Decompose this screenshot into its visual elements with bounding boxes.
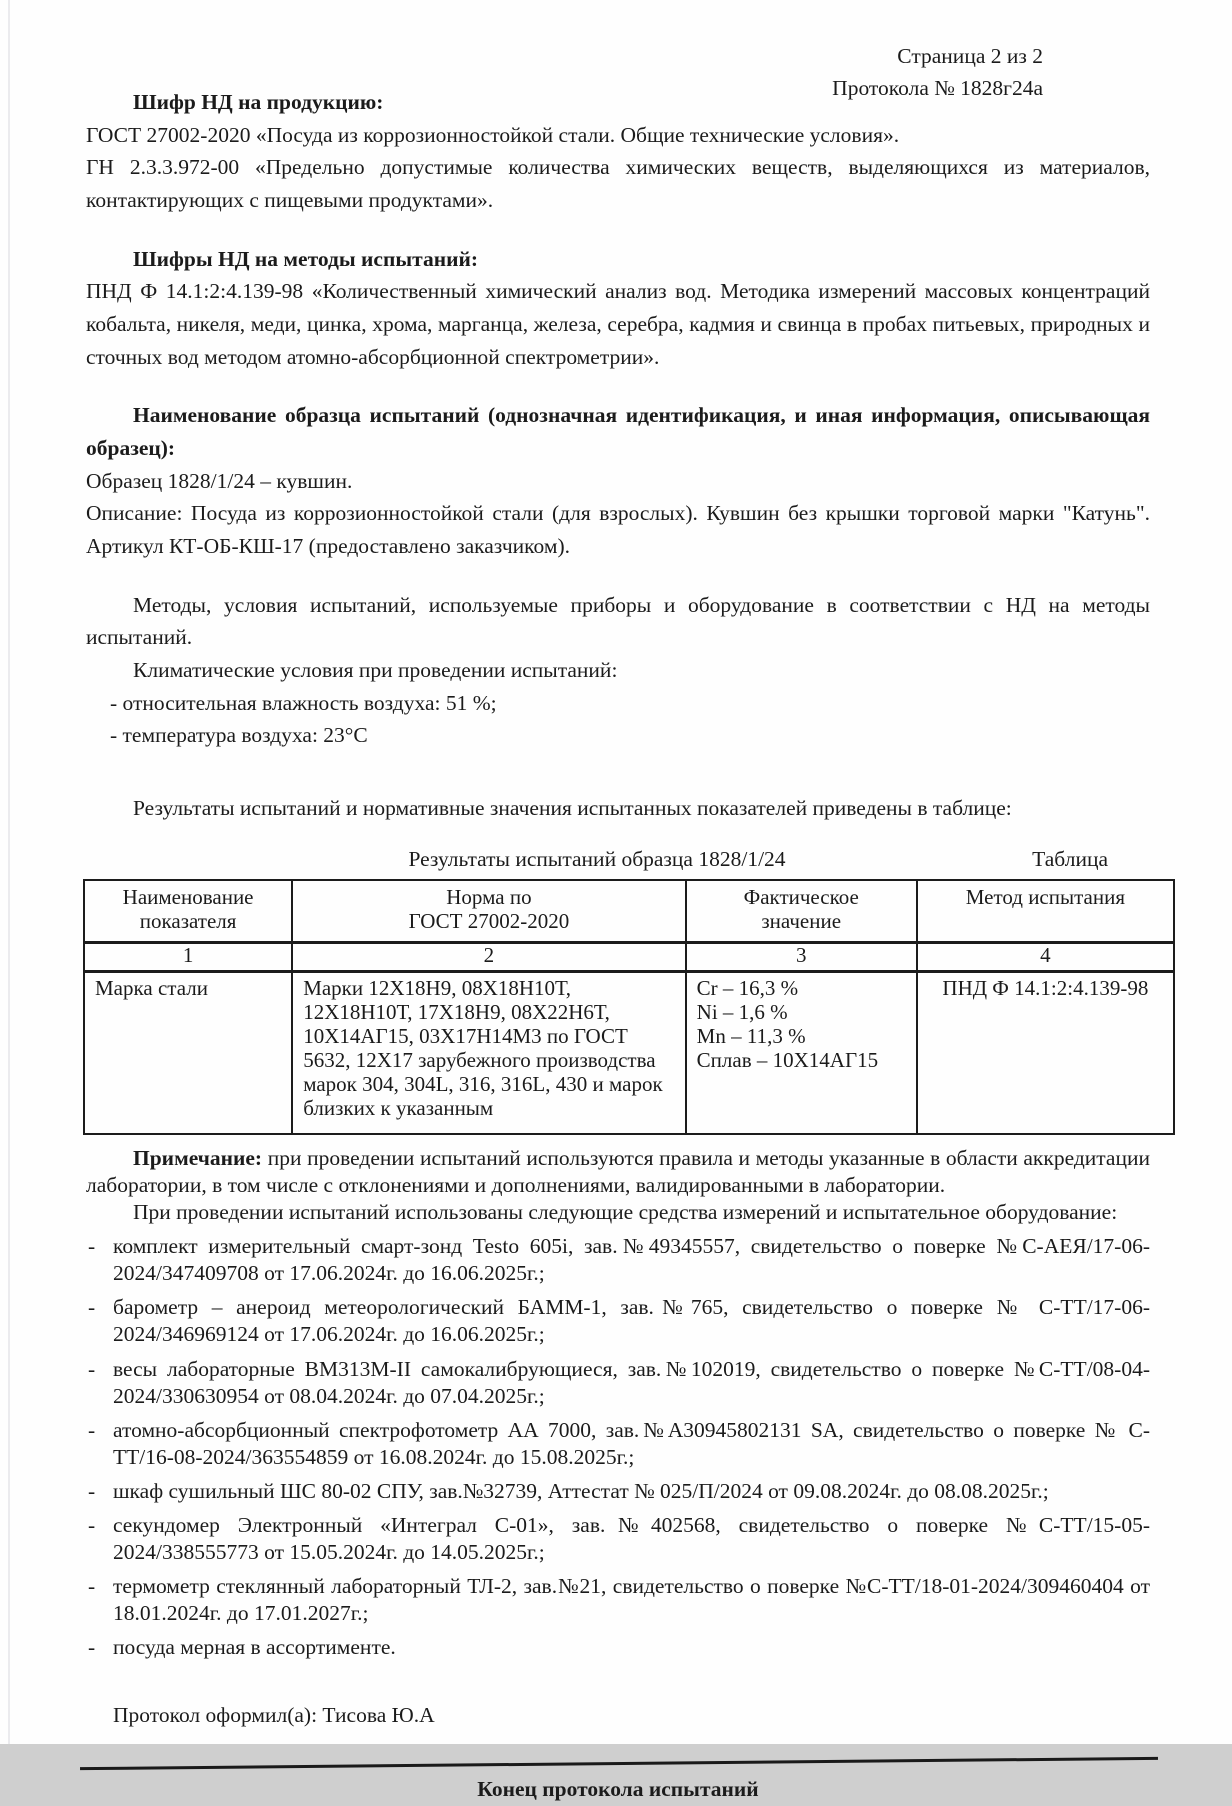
column-header-text: значение (761, 909, 842, 934)
list-item (86, 1634, 1150, 1661)
paragraph-methods-conditions: Методы, условия испытаний, используемые приборы и оборудование в соответствии с НД на методы испытаний. (86, 592, 1150, 650)
page-number: Страница 2 из 2 (897, 44, 1043, 68)
list-marker: - (88, 1234, 96, 1259)
column-number: 1 (84, 943, 292, 972)
fact-line-mn: Mn – 11,3 % (696, 1024, 806, 1049)
column-header-text: Наименование (122, 885, 254, 910)
list-item-text: шкаф сушильный ШС 80-02 СПУ, зав.№32739, Аттестат № 025/П/2024 от 09.08.2024г. до 08.08.2025г.; (113, 1478, 1049, 1503)
list-item-text: атомно-абсорбционный спектрофотометр АА 7000, зав.№А30945802131 SA, свидетельство о поверке № С-ТТ/16-08-2024/363554859 от 16.08.2024г. до 15.08.2025г.; (113, 1417, 1150, 1469)
list-marker: - (88, 1635, 96, 1660)
list-item (86, 1478, 1150, 1505)
column-header-norm (292, 880, 685, 943)
sample-description: Описание: Посуда из коррозионностойкой стали (для взрослых). Кувшин без крышки торговой марки "Катунь". Артикул КТ-ОБ-КШ-17 (предоставлено заказчиком). (86, 501, 1150, 559)
separator-line (80, 1757, 1158, 1770)
list-marker: - (88, 1512, 96, 1537)
table-row (84, 972, 1174, 1134)
note-text: при проведении испытаний используются правила и методы указанные в области аккредитации лаборатории, в том числе с отклонениями и дополнениями, валидированными в лаборатории. (86, 1146, 1150, 1198)
paragraph-pnd: ПНД Ф 14.1:2:4.139-98 «Количественный химический анализ вод. Методика измерений массовых концентраций кобальта, никеля, меди, цинка, хрома, марганца, железа, серебра, кадмия и свинца в пробах питьевых, природных и сточных вод методом атомно-абсорбционной спектрометрии». (86, 279, 1150, 369)
table-label: Таблица (1032, 846, 1108, 871)
column-number: 3 (686, 943, 917, 972)
note-label: Примечание: (133, 1146, 263, 1170)
column-number: 2 (292, 943, 685, 972)
prepared-by-line: Протокол оформил(а): Тисова Ю.А (113, 1703, 435, 1728)
results-table (83, 879, 1175, 1135)
list-marker: - (88, 1295, 96, 1320)
list-item-text: секундомер Электронный «Интеграл С-01», зав.№402568, свидетельство о поверке №С-ТТ/15-05-2024/338555773 от 15.05.2024г. до 14.05.2025г.; (113, 1512, 1150, 1565)
table-number-row (84, 943, 1174, 972)
list-marker: - (88, 1478, 96, 1503)
climate-heading: Климатические условия при проведении испытаний: (133, 658, 618, 683)
cell-fact-value (686, 972, 917, 1134)
section-heading-methods-nd: Шифры НД на методы испытаний: (133, 246, 479, 271)
column-header-name (84, 880, 292, 943)
document-body (86, 86, 1150, 1806)
table-header-row (84, 880, 1174, 943)
list-item-text: посуда мерная в ассортименте. (113, 1635, 396, 1660)
list-item-text: комплект измерительный смарт-зонд Testo 605i, зав.№49345557, свидетельство о поверке №С-АЕЯ/17-06-2024/347409708 от 17.06.2024г. до 16.06.2025г.; (113, 1234, 1150, 1286)
cell-indicator-name: Марка стали (84, 972, 292, 1134)
list-item (86, 1294, 1150, 1348)
list-item-text: термометр стеклянный лабораторный ТЛ-2, зав.№21, свидетельство о поверке №С-ТТ/18-01-2024/309460404 от 18.01.2024г. до 17.01.2027г.; (113, 1574, 1150, 1626)
column-header-text: показателя (139, 909, 237, 934)
table-caption-row (86, 843, 1150, 876)
scan-edge-artifact (8, 0, 10, 1744)
cell-test-method: ПНД Ф 14.1:2:4.139-98 (917, 972, 1174, 1134)
column-header-fact (686, 880, 917, 943)
note-paragraph (86, 1145, 1150, 1199)
equipment-intro: При проведении испытаний использованы следующие средства измерений и испытательное оборудование: (133, 1200, 1118, 1225)
list-item (86, 1512, 1150, 1566)
list-marker: - (88, 1417, 96, 1442)
equipment-list (86, 1233, 1150, 1661)
results-intro: Результаты испытаний и нормативные значения испытанных показателей приведены в таблице: (133, 796, 1012, 821)
list-item (86, 1573, 1150, 1627)
sample-id-line: Образец 1828/1/24 – кувшин. (86, 468, 353, 493)
end-of-protocol-title: Конец протокола испытаний (477, 1777, 759, 1801)
list-item (86, 1417, 1150, 1471)
list-item-text: весы лабораторные ВМ313М-II самокалибрующиеся, зав.№102019, свидетельство о поверке №С-ТТ/08-04-2024/330630954 от 08.04.2024г. до 07.04.2025г.; (113, 1356, 1150, 1408)
paragraph-gn: ГН 2.3.3.972-00 «Предельно допустимые количества химических веществ, выделяющихся из материалов, контактирующих с пищевыми продуктами». (86, 155, 1150, 213)
column-header-text: Норма по (446, 885, 532, 910)
column-header-text: Фактическое (743, 885, 859, 910)
fact-line-alloy: Сплав – 10Х14АГ15 (696, 1048, 879, 1073)
cell-norm: Марки 12Х18Н9, 08Х18Н10Т, 12Х18Н10Т, 17Х18Н9, 08Х22Н6Т, 10Х14АГ15, 03Х17Н14М3 по ГОСТ 5632, 12Х17 зарубежного производства марок 304, 304L, 316, 316L, 430 и марок близких к указанным (292, 972, 685, 1134)
fact-line-ni: Ni – 1,6 % (696, 1000, 788, 1025)
fact-line-cr: Cr – 16,3 % (696, 976, 799, 1001)
list-marker: - (88, 1356, 96, 1381)
notes-section (86, 1145, 1150, 1661)
list-marker: - (88, 1574, 96, 1599)
section-heading-product-nd: Шифр НД на продукцию: (133, 90, 384, 114)
table-caption: Результаты испытаний образца 1828/1/24 (408, 846, 786, 871)
column-header-text: Метод испытания (965, 885, 1125, 910)
list-item (86, 1356, 1150, 1410)
list-item (86, 1233, 1150, 1287)
column-header-text (926, 910, 1165, 934)
humidity-line: - относительная влажность воздуха: 51 %; (110, 690, 497, 715)
column-header-method (917, 880, 1174, 943)
list-item-text: барометр – анероид метеорологический БАММ-1, зав.№765, свидетельство о поверке № С-ТТ/17-06-2024/346969124 от 17.06.2024г. до 16.06.2025г.; (113, 1295, 1150, 1347)
column-number: 4 (917, 943, 1174, 972)
paragraph-gost: ГОСТ 27002-2020 «Посуда из коррозионностойкой стали. Общие технические условия». (86, 122, 900, 147)
column-header-text: ГОСТ 27002-2020 (408, 909, 570, 934)
protocol-number: Протокола № 1828г24а (832, 76, 1043, 101)
temperature-line: - температура воздуха: 23°С (110, 723, 368, 748)
section-heading-sample: Наименование образца испытаний (однозначная идентификация, и иная информация, описывающая образец): (86, 403, 1150, 461)
